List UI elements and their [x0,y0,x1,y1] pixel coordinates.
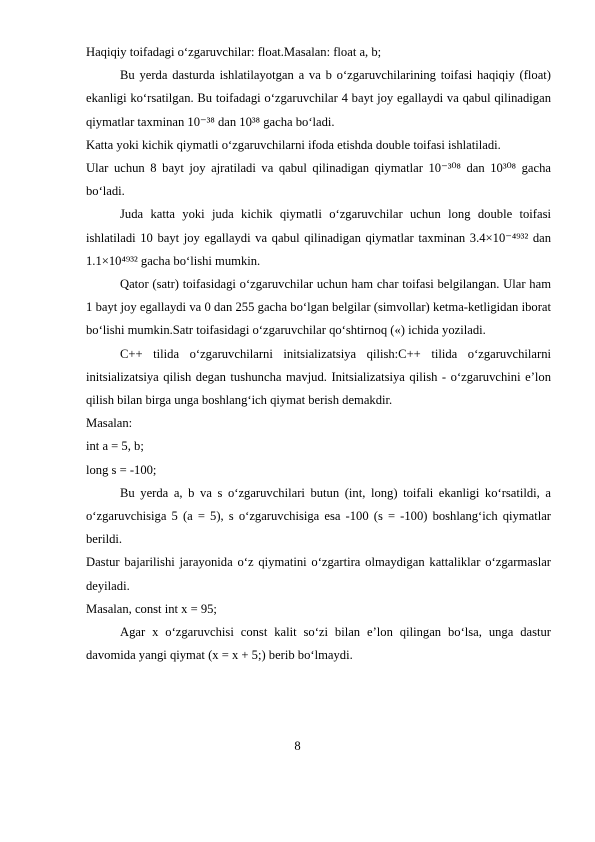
paragraph-example-explanation: Bu yerda a, b va s o‘zgaruvchilari butun (int, long) toifali ekanligi ko‘rsatildi, a o‘zgaruvchisiga 5 (a = 5), s o‘zgaruvchisiga esa -100 (s = -100) boshlang‘ich qiymatlar berildi. [86,485,551,547]
paragraph-double-intro: Katta yoki kichik qiymatli o‘zgaruvchilarni ifoda etishda double toifasi ishlatiladi. [86,137,501,152]
paragraph-long-double: Juda katta yoki juda kichik qiymatli o‘zgaruvchilar uchun long double toifasi ishlatiladi 10 bayt joy egallaydi va qabul qilinadigan qiymatlar taxminan 3.4×10⁻⁴⁹³² dan 1.1×10⁴⁹³² gacha bo‘lishi mumkin. [86,207,551,268]
paragraph-float-description: Bu yerda dasturda ishlatilayotgan a va b o‘zgaruvchilarining toifasi haqiqiy (float) ekanligi ko‘rsatilgan. Bu toifadagi o‘zgaruvchilar 4 bayt joy egallaydi va qabul qilinadigan qiymatlar taxminan 10⁻³⁸ dan 10³⁸ gacha bo‘ladi. [86,68,551,129]
code-line-long: long s = -100; [86,462,157,477]
document-page [86,41,551,667]
paragraph-float-intro: Haqiqiy toifadagi o‘zgaruvchilar: float.Masalan: float a, b; [86,45,382,59]
page-number: 8 [294,739,301,753]
paragraph-const-explanation: Agar x o‘zgaruvchisi const kalit so‘zi bilan e’lon qilingan bo‘lsa, unga dastur davomida yangi qiymat (x = x + 5;) berib bo‘lmaydi. [86,625,551,663]
code-line-int: int a = 5, b; [86,439,144,454]
paragraph-const-example: Masalan, const int x = 95; [86,601,217,616]
paragraph-double-range: Ular uchun 8 bayt joy ajratiladi va qabul qilinadigan qiymatlar 10⁻³⁰⁸ dan 10³⁰⁸ gacha bo‘ladi. [86,161,551,199]
paragraph-char-type: Qator (satr) toifasidagi o‘zgaruvchilar uchun ham char toifasi belgilangan. Ular ham 1 bayt joy egallaydi va 0 dan 255 gacha bo‘lgan belgilar (simvollar) ketma-ketligidan iborat bo‘lishi mumkin.Satr toifasidagi o‘zgaruvchilar qo‘shtirnoq («) ichida yoziladi. [86,277,551,338]
paragraph-constants-definition: Dastur bajarilishi jarayonida o‘z qiymatini o‘zgartira olmaydigan kattaliklar o‘zgarmaslar deyiladi. [86,555,551,593]
paragraph-example-label: Masalan: [86,416,133,431]
paragraph-initialization: C++ tilida o‘zgaruvchilarni initsializatsiya qilish:C++ tilida o‘zgaruvchilarni initsializatsiya qilish degan tushuncha mavjud. Initsializatsiya qilish - o‘zgaruvchini e’lon qilish bilan birga unga boshlang‘ich qiymat berish demakdir. [86,346,551,408]
